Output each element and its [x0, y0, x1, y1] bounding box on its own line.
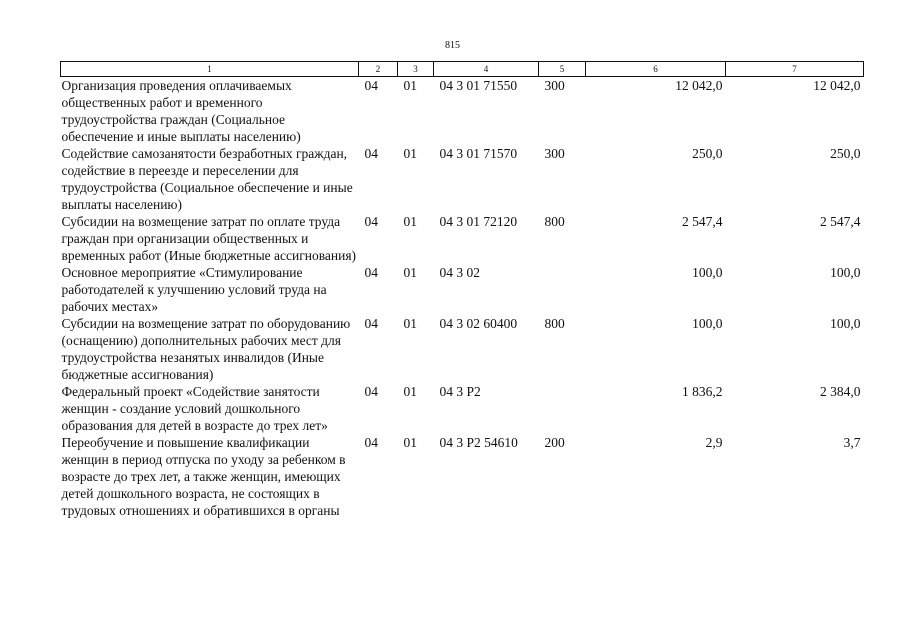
- row-amount-col6: 1 836,2: [682, 384, 723, 399]
- row-target-code: 04 3 P2 54610: [439, 435, 518, 450]
- row-name: Федеральный проект «Содействие занятости женщин - создание условий дошкольного образования для детей в возрасте до трех лет»: [61, 384, 328, 433]
- table-row: [61, 315, 864, 383]
- row-section: 04: [364, 316, 378, 331]
- row-amount-col7: 100,0: [830, 316, 861, 331]
- table-row: [61, 383, 864, 434]
- row-target-code: 04 3 01 71570: [439, 146, 518, 161]
- row-target-code: 04 3 01 72120: [439, 214, 518, 229]
- row-expense-type: 300: [544, 78, 565, 93]
- row-name: Организация проведения оплачиваемых общественных работ и временного трудоустройства граждан (Социальное обеспечение и иные выплаты населению): [61, 78, 301, 144]
- header-col-4: 4: [434, 62, 539, 77]
- row-subsection: 01: [403, 78, 417, 93]
- row-subsection: 01: [403, 316, 417, 331]
- row-target-code: 04 3 01 71550: [439, 78, 518, 93]
- table-row: [61, 77, 864, 146]
- row-name: Субсидии на возмещение затрат по оборудованию (оснащению) дополнительных рабочих мест для трудоустройства незанятых инвалидов (Иные бюджетные ассигнования): [61, 316, 351, 382]
- row-target-code: 04 3 02 60400: [439, 316, 518, 331]
- row-target-code: 04 3 02: [439, 265, 480, 280]
- header-row: [61, 62, 864, 77]
- table-row: [61, 145, 864, 213]
- row-amount-col6: 12 042,0: [675, 78, 723, 93]
- row-name: Субсидии на возмещение затрат по оплате труда граждан при организации общественных и временных работ (Иные бюджетные ассигнования): [61, 214, 357, 263]
- header-col-3: 3: [398, 62, 434, 77]
- row-expense-type: 300: [544, 146, 565, 161]
- header-col-7: 7: [726, 62, 864, 77]
- header-col-2: 2: [359, 62, 398, 77]
- row-target-code: 04 3 P2: [439, 384, 481, 399]
- row-name: Основное мероприятие «Стимулирование работодателей к улучшению условий труда на рабочих местах»: [61, 265, 327, 314]
- table-body: [61, 77, 864, 520]
- row-expense-type: [539, 264, 586, 315]
- row-section: 04: [364, 384, 378, 399]
- row-name: Переобучение и повышение квалификации женщин в период отпуска по уходу за ребенком в возрасте до трех лет, а также женщин, имеющих детей дошкольного возраста, не состоящих в трудовых отношениях и обратившихся в органы: [61, 435, 346, 518]
- page-number: 815: [445, 40, 460, 51]
- table-row: [61, 264, 864, 315]
- row-amount-col6: 2 547,4: [682, 214, 723, 229]
- row-amount-col6: 2,9: [705, 435, 723, 450]
- row-expense-type: 200: [544, 435, 565, 450]
- row-amount-col6: 250,0: [692, 146, 723, 161]
- row-amount-col7: 12 042,0: [813, 78, 861, 93]
- row-section: 04: [364, 146, 378, 161]
- row-subsection: 01: [403, 384, 417, 399]
- header-col-6: 6: [586, 62, 726, 77]
- header-col-5: 5: [539, 62, 586, 77]
- row-section: 04: [364, 265, 378, 280]
- row-section: 04: [364, 214, 378, 229]
- row-subsection: 01: [403, 214, 417, 229]
- header-col-1: 1: [61, 62, 359, 77]
- row-section: 04: [364, 435, 378, 450]
- row-amount-col7: 100,0: [830, 265, 861, 280]
- table-row: [61, 434, 864, 519]
- row-expense-type: 800: [544, 316, 565, 331]
- row-subsection: 01: [403, 435, 417, 450]
- row-amount-col7: 2 384,0: [820, 384, 861, 399]
- table-row: [61, 213, 864, 264]
- row-expense-type: 800: [544, 214, 565, 229]
- row-amount-col7: 2 547,4: [820, 214, 861, 229]
- row-amount-col6: 100,0: [692, 316, 723, 331]
- row-name: Содействие самозанятости безработных граждан, содействие в переезде и переселении для трудоустройства (Социальное обеспечение и иные выплаты населению): [61, 146, 353, 212]
- row-amount-col7: 3,7: [843, 435, 861, 450]
- row-subsection: 01: [403, 265, 417, 280]
- row-expense-type: [539, 383, 586, 434]
- budget-table: [60, 61, 864, 519]
- table-header: [61, 62, 864, 77]
- row-amount-col7: 250,0: [830, 146, 861, 161]
- row-amount-col6: 100,0: [692, 265, 723, 280]
- row-section: 04: [364, 78, 378, 93]
- row-subsection: 01: [403, 146, 417, 161]
